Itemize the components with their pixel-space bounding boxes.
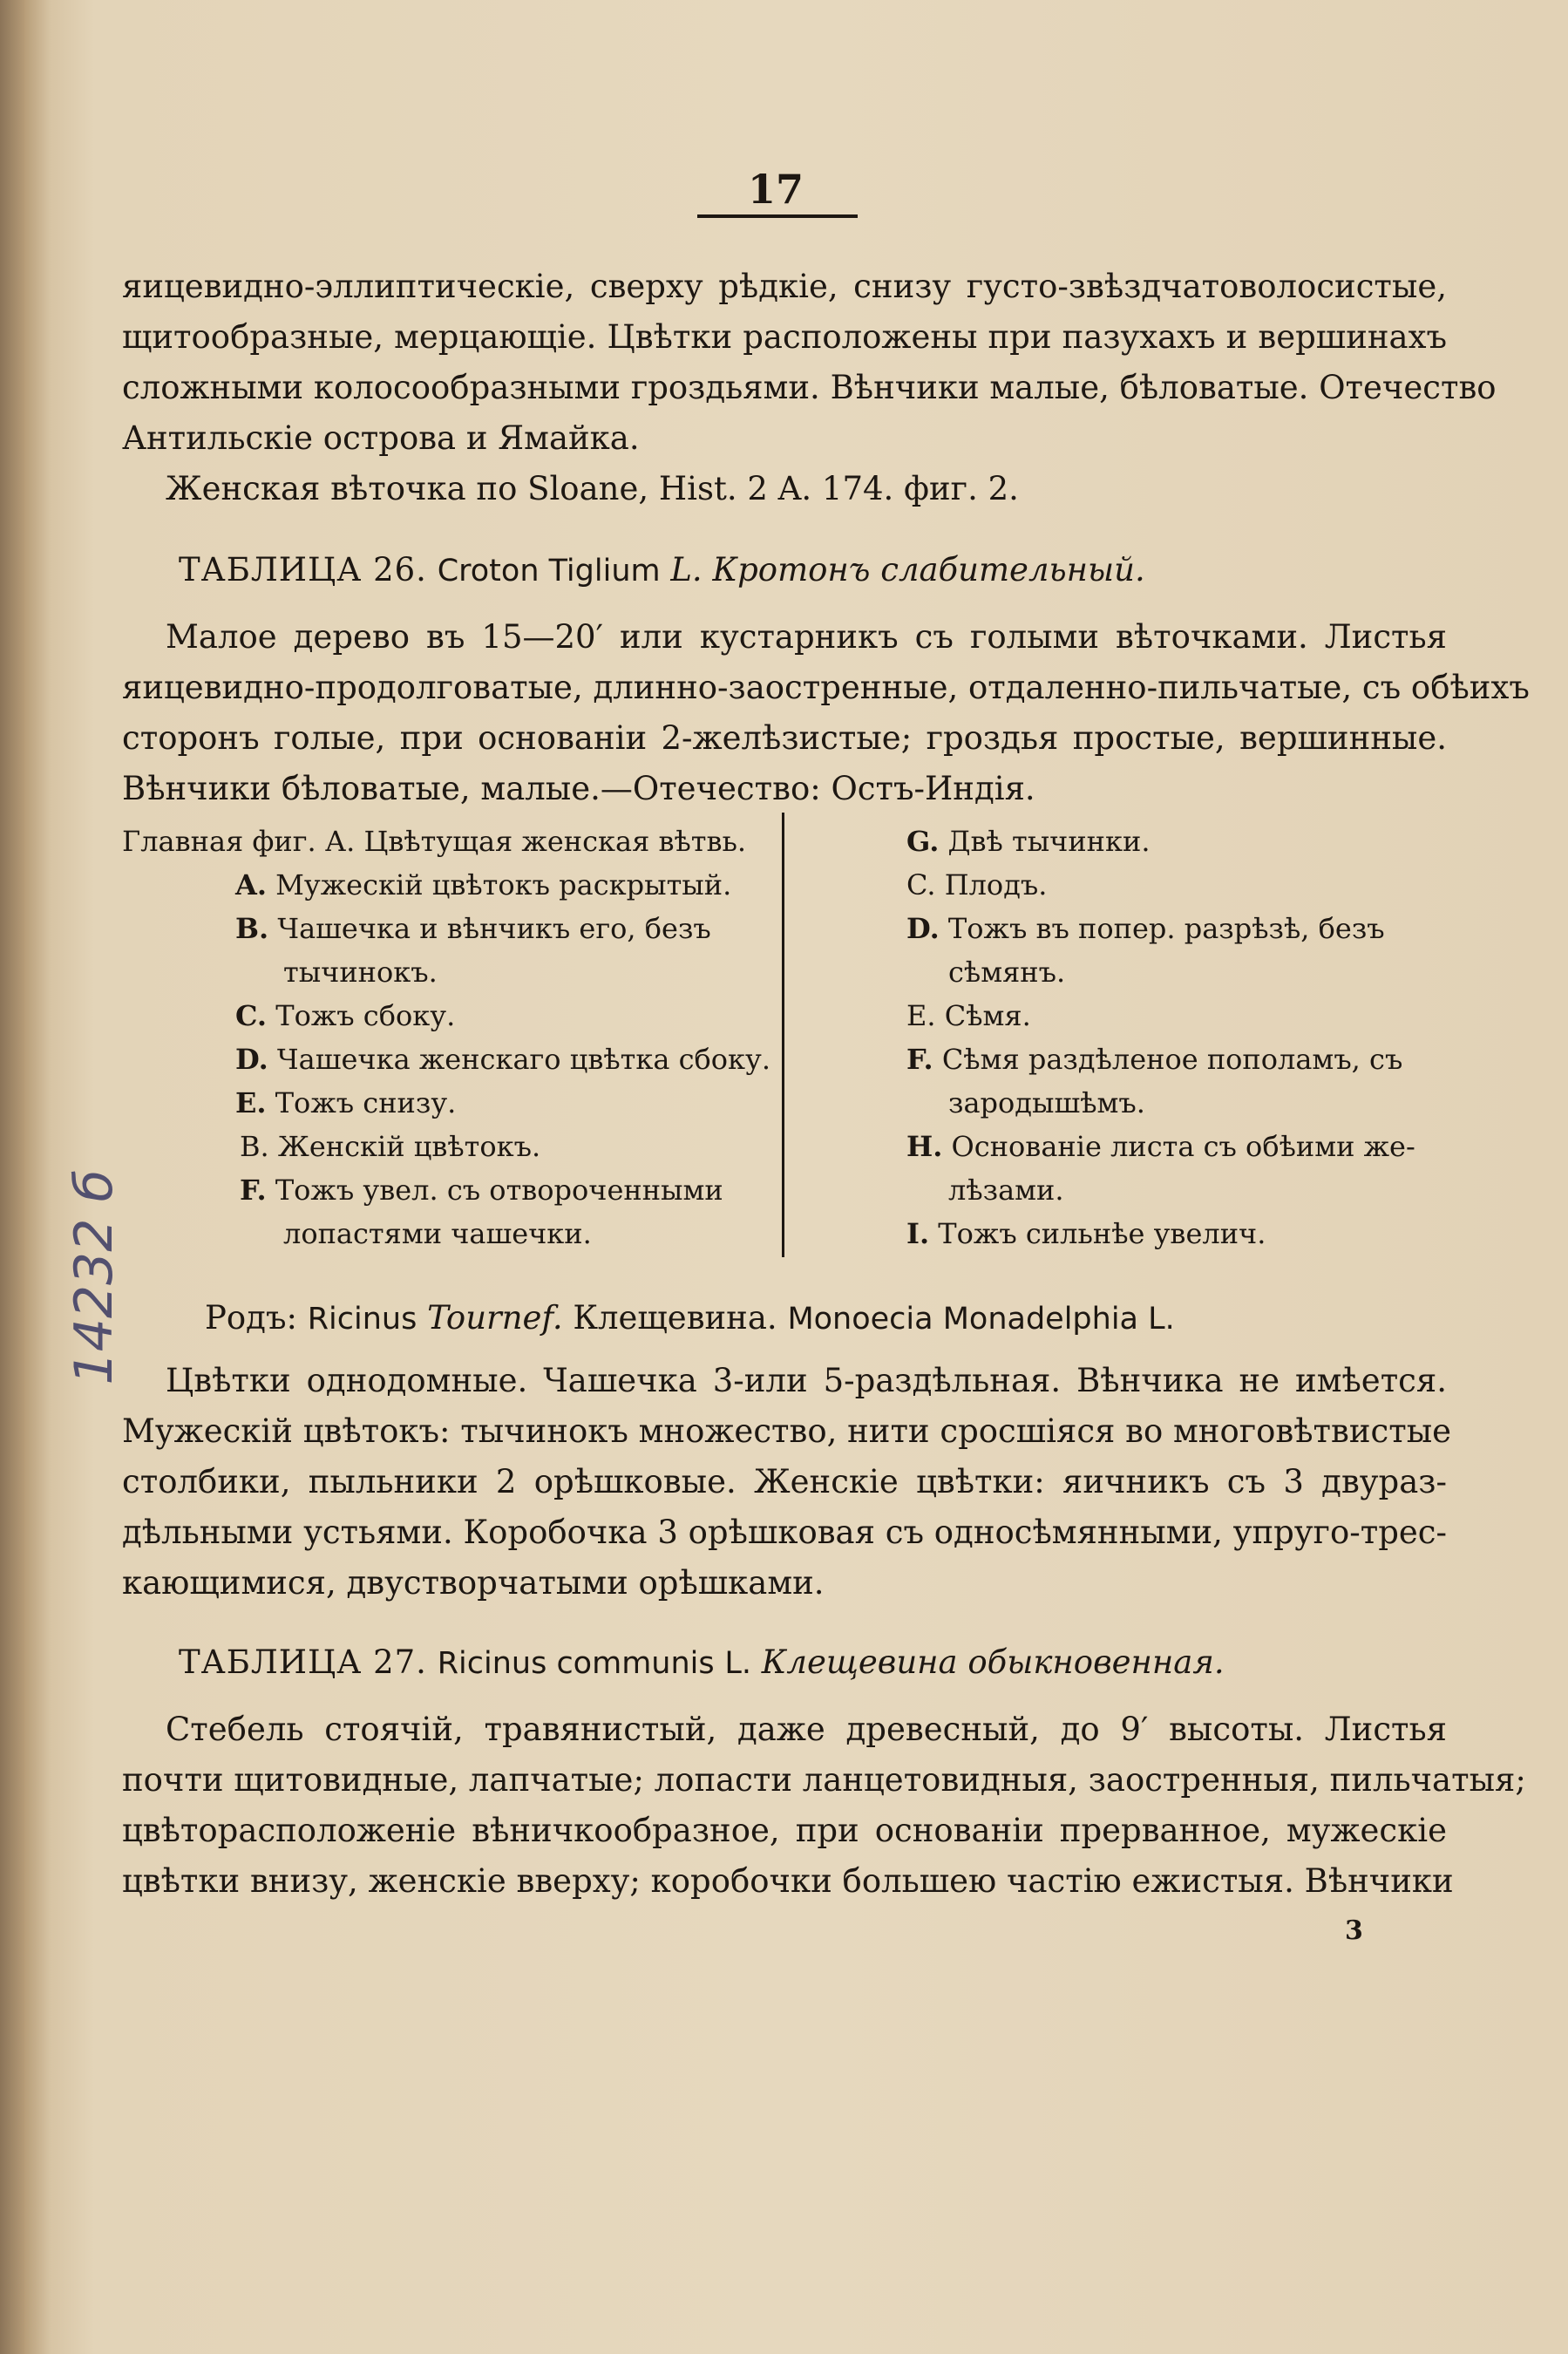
table-27-desc-line: Стебель стоячій, травянистый, даже древесный, до 9′ высоты. Листья [166,1711,1447,1748]
table-27-desc-line: цвѣтки внизу, женскіе вверху; коробочки большею частію ежистыя. Вѣнчики [122,1862,1454,1900]
genus-desc-line: Цвѣтки однодомные. Чашечка 3-или 5-раздѣльная. Вѣнчика не имѣется. [166,1362,1447,1399]
legend-text: Тожъ снизу. [275,1086,457,1119]
legend-item [122,1125,767,1168]
genus-russian: Клещевина. [573,1299,777,1337]
table-27-desc-line: почти щитовидные, лапчатые; лопасти ланцетовидныя, заостренныя, пильчатыя; [122,1761,1526,1799]
legend-item [122,820,767,863]
genus-system: Monoecia Monadelphia L. [787,1302,1175,1337]
legend-key: G. [906,825,940,858]
legend-text: Чашечка и вѣнчикъ его, безъ [277,912,711,945]
genus-author: Tournef. [427,1299,563,1337]
table-27-description [122,1704,1526,1907]
figure-legend-left [122,820,771,1255]
legend-text: лопастями чашечки. [283,1217,592,1250]
legend-item [122,1168,767,1212]
legend-key: C. [235,999,268,1032]
table-26-desc-line: сторонъ голые, при основаніи 2-желѣзистые; гроздья простые, вершинные. [122,719,1447,757]
legend-item [906,1212,1464,1255]
legend-item [122,907,767,950]
table-27-russian: Клещевина обыкновенная. [761,1643,1225,1681]
legend-text: Тожъ сбоку. [275,999,456,1032]
table-26-latin: Croton Tiglium [437,554,661,588]
legend-key: D. [235,1043,268,1076]
table-26-desc-line: Малое дерево въ 15—20′ или кустарникъ съ голыми вѣточками. Листья [166,618,1447,656]
intro-line: щитообразные, мерцающіе. Цвѣтки расположены при пазухахъ и вершинахъ [122,318,1447,356]
legend-text: Тожъ сильнѣе увелич. [938,1217,1266,1250]
table-26-label: ТАБЛИЦА 26. [179,551,427,588]
legend-key: I. [906,1217,930,1250]
legend-item [906,950,1464,994]
library-stamp: 14232 б [64,1169,125,1385]
column-divider [782,813,784,1257]
genus-heading [205,1299,1175,1337]
genus-desc-line: дѣльными устьями. Коробочка 3 орѣшковая съ односѣмянными, упруго-трес- [122,1514,1447,1551]
genus-desc-line: кающимися, двустворчатыми орѣшками. [122,1564,825,1602]
legend-item [122,863,767,907]
legend-text: тычинокъ. [283,956,438,989]
legend-item [122,1081,767,1125]
legend-item [122,1038,771,1081]
intro-reference: Женская вѣточка по Sloane, Hist. 2 A. 174. фиг. 2. [166,470,1019,507]
legend-key: F. [906,1043,933,1076]
legend-text: C. Плодъ. [906,868,1048,901]
genus-desc-line: Мужескій цвѣтокъ: тычинокъ множество, нити сросшіяся во многовѣтвистые [122,1412,1452,1450]
legend-key: B. [235,912,269,945]
legend-key: F. [240,1174,267,1207]
legend-item [122,994,767,1038]
table-26-desc-line: Вѣнчики бѣловатые, малые.—Отечество: Остъ-Индія. [122,770,1035,807]
legend-key: H. [906,1130,943,1163]
legend-item [122,950,767,994]
table-27-desc-line: цвѣторасположеніе вѣничкообразное, при основаніи прерванное, мужескіе [122,1812,1447,1849]
genus-desc-line: столбики, пыльники 2 орѣшковые. Женскіе цвѣтки: яичникъ съ 3 двураз- [122,1463,1447,1500]
legend-item [906,1168,1464,1212]
genus-description [122,1356,1452,1609]
legend-text: Основаніе листа съ обѣими же- [951,1130,1415,1163]
legend-text: Чашечка женскаго цвѣтка сбоку. [276,1043,771,1076]
legend-text: Двѣ тычинки. [947,825,1151,858]
intro-line: яицевидно-эллиптическіе, сверху рѣдкіе, снизу густо-звѣздчатоволосистые, [122,268,1447,305]
legend-item [906,1038,1464,1081]
intro-line: сложными колосообразными гроздьями. Вѣнчики малые, бѣловатые. Отечество [122,369,1497,406]
legend-text: Тожъ увел. съ отвороченными [275,1174,723,1207]
legend-key: E. [235,1086,267,1119]
table-26-russian: Кротонъ слабительный. [712,551,1145,588]
legend-key: A. [235,868,267,901]
table-26-description [122,612,1530,814]
table-26-desc-line: яицевидно-продолговатые, длинно-заостренные, отдаленно-пильчатые, съ обѣихъ [122,669,1530,706]
book-spine [0,0,24,2354]
legend-text: Тожъ въ попер. разрѣзѣ, безъ [947,912,1385,945]
genus-latin: Ricinus [307,1302,417,1337]
table-27-heading [179,1643,1225,1681]
table-27-label: ТАБЛИЦА 27. [179,1643,427,1681]
legend-key: D. [906,912,940,945]
page-number-rule [697,214,858,218]
table-27-author: L. [724,1646,751,1681]
intro-paragraph [122,262,1497,514]
figure-legend-right [906,820,1464,1255]
legend-item [906,863,1464,907]
page-number: 17 [747,166,804,213]
legend-item [906,994,1464,1038]
legend-text: сѣмянъ. [948,956,1066,989]
legend-text: B. Женскій цвѣтокъ. [240,1130,541,1163]
legend-text: лѣзами. [948,1174,1064,1207]
legend-text: Мужескій цвѣтокъ раскрытый. [275,868,732,901]
genus-prefix: Родъ: [205,1299,297,1337]
table-26-author: L. [670,551,703,588]
signature-mark: 3 [1345,1915,1363,1946]
legend-item [906,1125,1464,1168]
legend-text: Главная фиг. А. Цвѣтущая женская вѣтвь. [122,825,747,858]
legend-text: Сѣмя раздѣленое пополамъ, съ [941,1043,1403,1076]
legend-text: E. Сѣмя. [906,999,1031,1032]
table-27-latin: Ricinus communis [437,1646,715,1681]
legend-item [906,1081,1464,1125]
table-26-heading [179,551,1145,588]
legend-item [906,820,1464,863]
legend-text: зародышѣмъ. [948,1086,1145,1119]
intro-line: Антильскіе острова и Ямайка. [122,419,640,457]
legend-item [906,907,1464,950]
